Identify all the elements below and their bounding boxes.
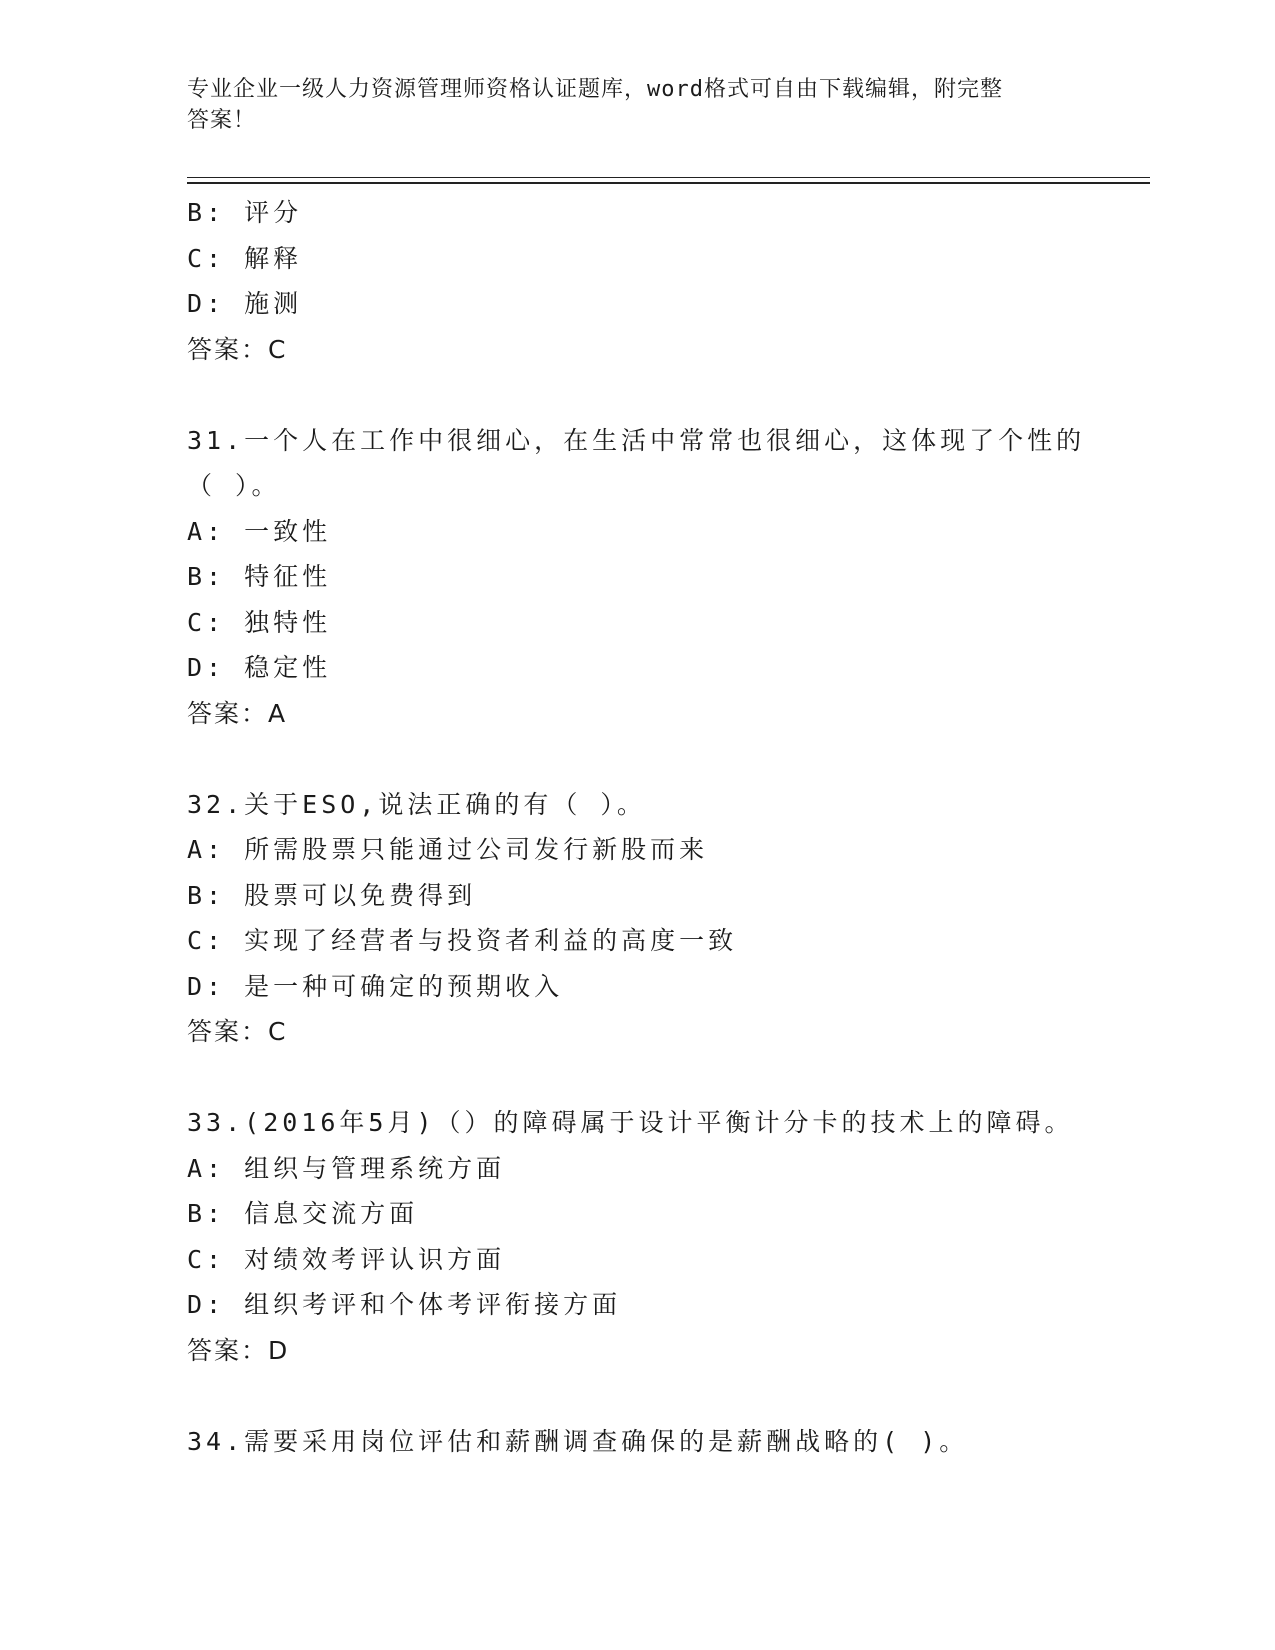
- spacer: [187, 1055, 1087, 1101]
- header-line-1: 专业企业一级人力资源管理师资格认证题库，word格式可自由下载编辑，附完整: [187, 77, 1003, 102]
- option-d: D: 稳定性: [187, 653, 332, 682]
- option-b: B: 股票可以免费得到: [187, 880, 477, 910]
- question-text: 32.关于ESO,说法正确的有（ ）。: [187, 789, 646, 819]
- question-31: [187, 418, 1087, 737]
- answer: 答案：C: [187, 334, 288, 364]
- option-c: C: 实现了经营者与投资者利益的高度一致: [187, 926, 738, 955]
- option-b: B: 特征性: [187, 562, 332, 591]
- answer: 答案：D: [187, 1335, 290, 1365]
- option-c: C: 对绩效考评认识方面: [187, 1244, 506, 1274]
- option-c: C: 解释: [187, 243, 303, 273]
- option-a: A: 组织与管理系统方面: [187, 1153, 506, 1183]
- question-34: [187, 1419, 1087, 1465]
- question-32: [187, 782, 1087, 1055]
- option-b: B: 信息交流方面: [187, 1199, 419, 1228]
- spacer: [187, 1373, 1087, 1419]
- question-text: 33.(2016年5月)（）的障碍属于设计平衡计分卡的技术上的障碍。: [187, 1108, 1074, 1137]
- question-content: [187, 190, 1087, 1464]
- header-divider-thin: [187, 177, 1150, 178]
- header-divider-thick: [187, 182, 1150, 184]
- answer: 答案：C: [187, 1017, 288, 1046]
- document-header: [187, 74, 1067, 136]
- header-line-2: 答案！: [187, 108, 257, 133]
- option-a: A: 一致性: [187, 516, 332, 546]
- option-a: A: 所需股票只能通过公司发行新股而来: [187, 835, 709, 864]
- answer: 答案：A: [187, 698, 288, 728]
- question-33: [187, 1100, 1087, 1373]
- question-text-cont: （ ）。: [187, 471, 281, 500]
- question-text: 31.一个人在工作中很细心，在生活中常常也很细心，这体现了个性的: [187, 425, 1086, 455]
- spacer: [187, 736, 1087, 782]
- option-d: D: 是一种可确定的预期收入: [187, 971, 564, 1001]
- question-30-remainder: [187, 190, 1087, 372]
- option-d: D: 施测: [187, 289, 303, 318]
- option-c: C: 独特性: [187, 607, 332, 637]
- spacer: [187, 372, 1087, 418]
- option-b: B: 评分: [187, 198, 303, 227]
- option-d: D: 组织考评和个体考评衔接方面: [187, 1290, 622, 1319]
- question-text: 34.需要采用岗位评估和薪酬调查确保的是薪酬战略的( )。: [187, 1426, 969, 1456]
